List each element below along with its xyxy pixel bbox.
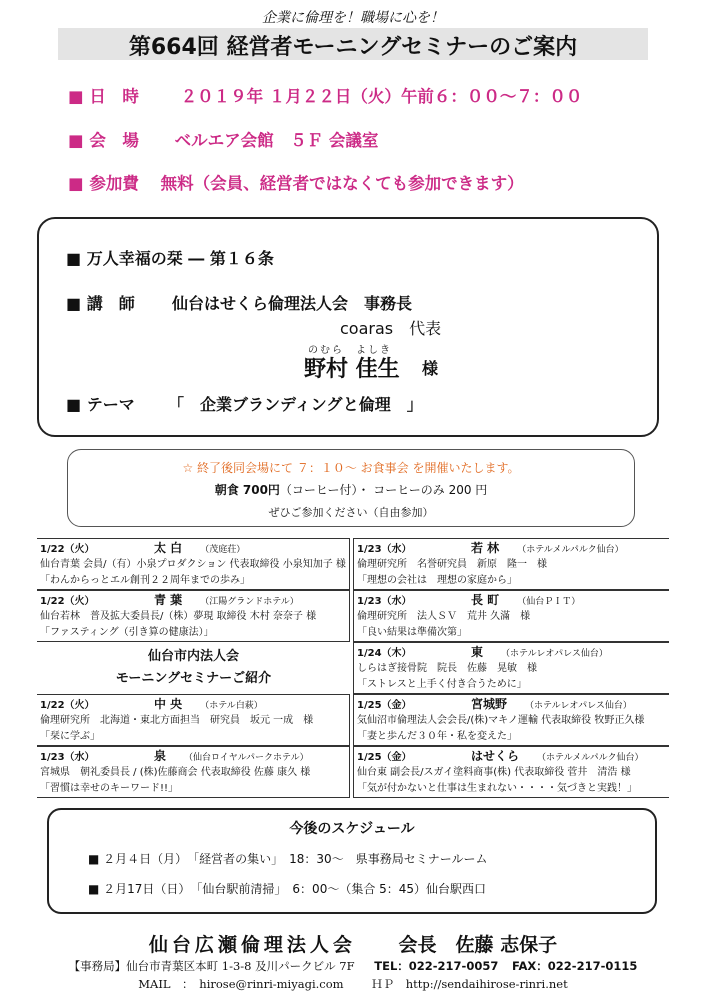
seminar-date: 1/23（水） bbox=[40, 752, 95, 763]
venue-row bbox=[68, 127, 378, 151]
seminar-name: 東 bbox=[471, 645, 484, 659]
seminar-entry bbox=[353, 694, 669, 746]
org-president: 会長 佐藤 志保子 bbox=[398, 934, 558, 956]
seminar-entry bbox=[37, 694, 350, 746]
seminar-entry bbox=[37, 538, 350, 590]
meal-line2 bbox=[67, 481, 635, 498]
seminar-date: 1/22（火） bbox=[40, 700, 95, 711]
seminar-venue: （茂庭荘） bbox=[200, 545, 246, 555]
fee-row bbox=[68, 170, 524, 194]
schedule-title: 今後のスケジュール bbox=[289, 821, 415, 837]
date-row bbox=[68, 83, 582, 107]
seminar-date: 1/25（金） bbox=[357, 700, 412, 711]
seminar-theme: 「気が付かないと仕事は生まれない・・・・気づきと実践！」 bbox=[357, 783, 637, 794]
seminar-theme: 「ファスティング（引き算の健康法）」 bbox=[40, 627, 214, 638]
seminar-name: 長 町 bbox=[471, 593, 500, 607]
intro-line1: 仙台市内法人会 bbox=[147, 649, 239, 664]
page-title: 第664回 経営者モーニングセミナーのご案内 bbox=[128, 35, 578, 60]
seminar-name: はせくら bbox=[471, 749, 520, 763]
seminar-venue: （ホテルレオパレス仙台） bbox=[525, 701, 632, 711]
seminar-venue: （仙台ロイヤルパークホテル） bbox=[184, 753, 309, 763]
fee-value: 無料（会員、経営者ではなくても参加できます） bbox=[160, 174, 524, 193]
seminar-entry bbox=[353, 746, 669, 798]
seminar-theme: 「習慣は幸せのキーワード!!」 bbox=[40, 783, 179, 794]
seminar-theme: 「妻と歩んだ３０年・私を変えた」 bbox=[357, 731, 517, 742]
office-mail[interactable]: MAIL ： hirose@rinri-miyagi.com bbox=[138, 977, 344, 991]
schedule-item: ■ ２月４日（月） 「経営者の集い」 18：30〜 県事務局セミナールーム bbox=[88, 852, 488, 866]
meal-line1: ☆ 終了後同会場にて ７：１０〜 お食事会 を開催いたします。 bbox=[182, 461, 520, 475]
theme-label: ■ テーマ bbox=[66, 395, 135, 414]
seminar-speaker: 仙台若林 普及拡大委員長/（株）夢現 取締役 木村 奈奈子 様 bbox=[40, 611, 317, 622]
seminar-speaker: 気仙沼市倫理法人会会長/(株)マキノ運輸 代表取締役 牧野正久様 bbox=[357, 715, 645, 726]
seminar-grid bbox=[37, 538, 669, 800]
seminar-date: 1/22（火） bbox=[40, 596, 95, 607]
organization-line bbox=[0, 930, 706, 957]
date-label: ■ 日 時 bbox=[68, 87, 139, 106]
seminar-entry bbox=[353, 538, 669, 590]
office-fax: FAX：022-217-0115 bbox=[512, 959, 638, 973]
office-address: 仙台市青葉区本町 1-3-8 及川パークビル 7F bbox=[126, 959, 355, 973]
seminar-speaker: 倫理研究所 北海道・東北方面担当 研究員 坂元 一成 様 bbox=[40, 715, 314, 726]
footer-contact-line bbox=[0, 976, 706, 992]
seminar-venue: （仙台ＰＩＴ） bbox=[517, 597, 581, 607]
seminar-name: 太 白 bbox=[154, 541, 183, 555]
seminar-date: 1/23（水） bbox=[357, 596, 412, 607]
seminar-name: 青 葉 bbox=[154, 593, 183, 607]
fee-label: ■ 参加費 bbox=[68, 174, 139, 193]
seminar-date: 1/25（金） bbox=[357, 752, 412, 763]
seminar-theme: 「良い結果は準備次第」 bbox=[357, 627, 467, 638]
seminar-entry bbox=[37, 590, 350, 642]
meal-price: 朝食 700円 bbox=[214, 483, 280, 497]
venue-value: ベルエア会館 ５Ｆ 会議室 bbox=[174, 131, 379, 150]
meal-line3: ぜひご参加ください（自由参加） bbox=[268, 506, 434, 519]
seminar-intro bbox=[37, 646, 350, 694]
speaker-label: ■ 講 師 bbox=[66, 294, 135, 313]
date-value: ２０１９年 １月２２日（火）午前６：００〜７：００ bbox=[180, 87, 583, 106]
seminar-entry bbox=[353, 642, 669, 694]
seminar-date: 1/23（水） bbox=[357, 544, 412, 555]
seminar-name: 若 林 bbox=[471, 541, 500, 555]
seminar-venue: （ホテルメルパルク仙台） bbox=[537, 753, 644, 763]
seminar-date: 1/22（火） bbox=[40, 544, 95, 555]
seminar-name: 中 央 bbox=[154, 697, 183, 711]
seminar-venue: （ホテルメルパルク仙台） bbox=[517, 545, 624, 555]
seminar-theme: 「ストレスと上手く付き合うために」 bbox=[357, 679, 527, 690]
office-hp[interactable]: ＨＰ http://sendaihirose-rinri.net bbox=[371, 977, 568, 991]
seminar-speaker: 仙台青葉 会員/（有）小泉プロダクション 代表取締役 小泉知加子 様 bbox=[40, 559, 346, 570]
venue-label: ■ 会 場 bbox=[68, 131, 139, 150]
seminar-theme: 「栞に学ぶ」 bbox=[40, 731, 100, 742]
office-label: 【事務局】 bbox=[68, 959, 127, 973]
seminar-theme: 「理想の会社は 理想の家庭から」 bbox=[357, 575, 517, 586]
seminar-speaker: しらはぎ接骨院 院長 佐藤 晃敏 様 bbox=[357, 663, 537, 674]
seminar-entry bbox=[37, 746, 350, 798]
org-name: 仙台広瀬倫理法人会 bbox=[148, 934, 356, 956]
seminar-name: 宮城野 bbox=[471, 697, 508, 711]
seminar-entry bbox=[353, 590, 669, 642]
seminar-date: 1/24（木） bbox=[357, 648, 412, 659]
seminar-theme: 「わんからっとエル創刊２２周年までの歩み」 bbox=[40, 575, 250, 586]
seminar-speaker: 宮城県 朝礼委員長 / (株)佐藤商会 代表取締役 佐藤 康久 様 bbox=[40, 767, 311, 778]
speaker-name: 野村 佳生 bbox=[304, 357, 400, 382]
seminar-name: 泉 bbox=[154, 749, 167, 763]
theme-value: 「 企業ブランディングと倫理 」 bbox=[168, 395, 423, 414]
speaker-role: coaras 代表 bbox=[340, 319, 442, 338]
speaker-org: 仙台はせくら倫理法人会 事務長 bbox=[172, 294, 413, 313]
seminar-speaker: 倫理研究所 法人ＳＶ 荒井 久滿 様 bbox=[357, 611, 531, 622]
seminar-venue: （江陽グランドホテル） bbox=[200, 597, 299, 607]
seminar-venue: （ホテル白萩） bbox=[200, 701, 263, 711]
schedule-item: ■ ２月17日（日） 「仙台駅前清掃」 6：00〜（集合 5：45）仙台駅西口 bbox=[88, 882, 487, 896]
seminar-speaker: 倫理研究所 名誉研究員 新原 隆一 様 bbox=[357, 559, 547, 570]
speaker-ruby: のむら よしき bbox=[308, 345, 392, 356]
slogan: 企業に倫理を！職場に心を！ bbox=[262, 10, 444, 26]
footer-address-line bbox=[0, 958, 706, 974]
meal-price-detail: （コーヒー付）・ コーヒーのみ 200 円 bbox=[279, 483, 488, 497]
seminar-venue: （ホテルレオパレス仙台） bbox=[501, 649, 608, 659]
intro-line2: モーニングセミナーご紹介 bbox=[115, 671, 272, 686]
speaker-suffix: 様 bbox=[422, 359, 439, 378]
article-line: ■ 万人幸福の栞 ― 第１６条 bbox=[66, 249, 274, 268]
office-tel: TEL：022-217-0057 bbox=[374, 959, 499, 973]
seminar-speaker: 仙台東 副会長/スガイ塗料商事(株) 代表取締役 菅井 清浩 様 bbox=[357, 767, 631, 778]
